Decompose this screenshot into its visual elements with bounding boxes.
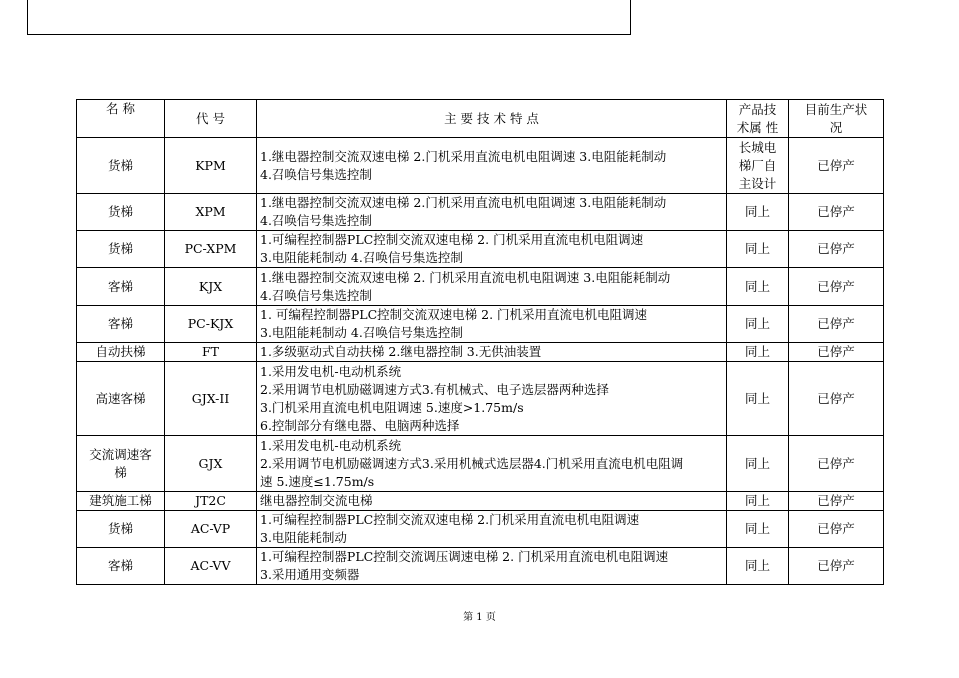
header-status: 目前生产状 况 xyxy=(789,100,884,138)
table-row xyxy=(77,511,884,548)
elevator-product-table xyxy=(76,99,884,585)
row-attr: 同上 xyxy=(727,194,789,231)
row-name: 客梯 xyxy=(77,306,165,343)
row-code: PC-XPM xyxy=(165,231,257,268)
row-attr: 同上 xyxy=(727,268,789,306)
row-status: 已停产 xyxy=(789,343,884,362)
row-code: PC-KJX xyxy=(165,306,257,343)
row-code: GJX-II xyxy=(165,362,257,436)
row-name: 自动扶梯 xyxy=(77,343,165,362)
row-code: KPM xyxy=(165,138,257,194)
table-row xyxy=(77,362,884,436)
row-name: 建筑施工梯 xyxy=(77,492,165,511)
row-status: 已停产 xyxy=(789,231,884,268)
table-row xyxy=(77,492,884,511)
table-row xyxy=(77,548,884,585)
row-features: 1.采用发电机-电动机系统 2.采用调节电机励磁调速方式3.采用机械式选层器4.门机采用直流电机电阻调 速 5.速度≤1.75m/s xyxy=(257,436,727,492)
row-code: AC-VV xyxy=(165,548,257,585)
header-name: 名 称 xyxy=(77,100,165,138)
row-features: 1.多级驱动式自动扶梯 2.继电器控制 3.无供油装置 xyxy=(257,343,727,362)
row-code: XPM xyxy=(165,194,257,231)
row-attr: 同上 xyxy=(727,362,789,436)
header-features: 主 要 技 术 特 点 xyxy=(257,100,727,138)
table-row xyxy=(77,436,884,492)
table-header-row xyxy=(77,100,884,138)
row-attr: 同上 xyxy=(727,492,789,511)
row-attr: 长城电 梯厂自 主设计 xyxy=(727,138,789,194)
row-features: 1.继电器控制交流双速电梯 2.门机采用直流电机电阻调速 3.电阻能耗制动 4.召唤信号集选控制 xyxy=(257,138,727,194)
row-name: 交流调速客 梯 xyxy=(77,436,165,492)
row-attr: 同上 xyxy=(727,231,789,268)
row-features: 1.可编程控制器PLC控制交流调压调速电梯 2. 门机采用直流电机电阻调速 3.采用通用变频器 xyxy=(257,548,727,585)
row-status: 已停产 xyxy=(789,492,884,511)
row-attr: 同上 xyxy=(727,548,789,585)
table-row xyxy=(77,194,884,231)
row-name: 货梯 xyxy=(77,194,165,231)
row-name: 货梯 xyxy=(77,231,165,268)
row-name: 货梯 xyxy=(77,511,165,548)
row-features: 1.继电器控制交流双速电梯 2.门机采用直流电机电阻调速 3.电阻能耗制动 4.召唤信号集选控制 xyxy=(257,194,727,231)
row-name: 客梯 xyxy=(77,268,165,306)
row-features: 1. 可编程控制器PLC控制交流双速电梯 2. 门机采用直流电机电阻调速 3.电阻能耗制动 4.召唤信号集选控制 xyxy=(257,306,727,343)
row-status: 已停产 xyxy=(789,436,884,492)
row-status: 已停产 xyxy=(789,138,884,194)
row-attr: 同上 xyxy=(727,436,789,492)
row-code: JT2C xyxy=(165,492,257,511)
row-code: GJX xyxy=(165,436,257,492)
row-attr: 同上 xyxy=(727,511,789,548)
row-features: 1.采用发电机-电动机系统 2.采用调节电机励磁调速方式3.有机械式、电子选层器两种选择 3.门机采用直流电机电阻调速 5.速度>1.75m/s 6.控制部分有继电器、电脑两种选择 xyxy=(257,362,727,436)
row-features: 继电器控制交流电梯 xyxy=(257,492,727,511)
row-status: 已停产 xyxy=(789,362,884,436)
row-name: 客梯 xyxy=(77,548,165,585)
table-row xyxy=(77,231,884,268)
top-frame-box xyxy=(27,0,631,35)
row-features: 1.继电器控制交流双速电梯 2. 门机采用直流电机电阻调速 3.电阻能耗制动 4.召唤信号集选控制 xyxy=(257,268,727,306)
row-features: 1.可编程控制器PLC控制交流双速电梯 2.门机采用直流电机电阻调速 3.电阻能耗制动 xyxy=(257,511,727,548)
row-status: 已停产 xyxy=(789,194,884,231)
row-name: 高速客梯 xyxy=(77,362,165,436)
table-row xyxy=(77,306,884,343)
row-features: 1.可编程控制器PLC控制交流双速电梯 2. 门机采用直流电机电阻调速 3.电阻能耗制动 4.召唤信号集选控制 xyxy=(257,231,727,268)
table-row xyxy=(77,268,884,306)
row-status: 已停产 xyxy=(789,548,884,585)
row-attr: 同上 xyxy=(727,343,789,362)
table-row xyxy=(77,343,884,362)
table-row xyxy=(77,138,884,194)
row-attr: 同上 xyxy=(727,306,789,343)
row-code: AC-VP xyxy=(165,511,257,548)
row-code: KJX xyxy=(165,268,257,306)
page-number: 第 1 页 xyxy=(463,612,496,623)
row-name: 货梯 xyxy=(77,138,165,194)
row-status: 已停产 xyxy=(789,511,884,548)
row-code: FT xyxy=(165,343,257,362)
header-code: 代 号 xyxy=(165,100,257,138)
row-status: 已停产 xyxy=(789,268,884,306)
row-status: 已停产 xyxy=(789,306,884,343)
header-attr: 产品技 术属 性 xyxy=(727,100,789,138)
